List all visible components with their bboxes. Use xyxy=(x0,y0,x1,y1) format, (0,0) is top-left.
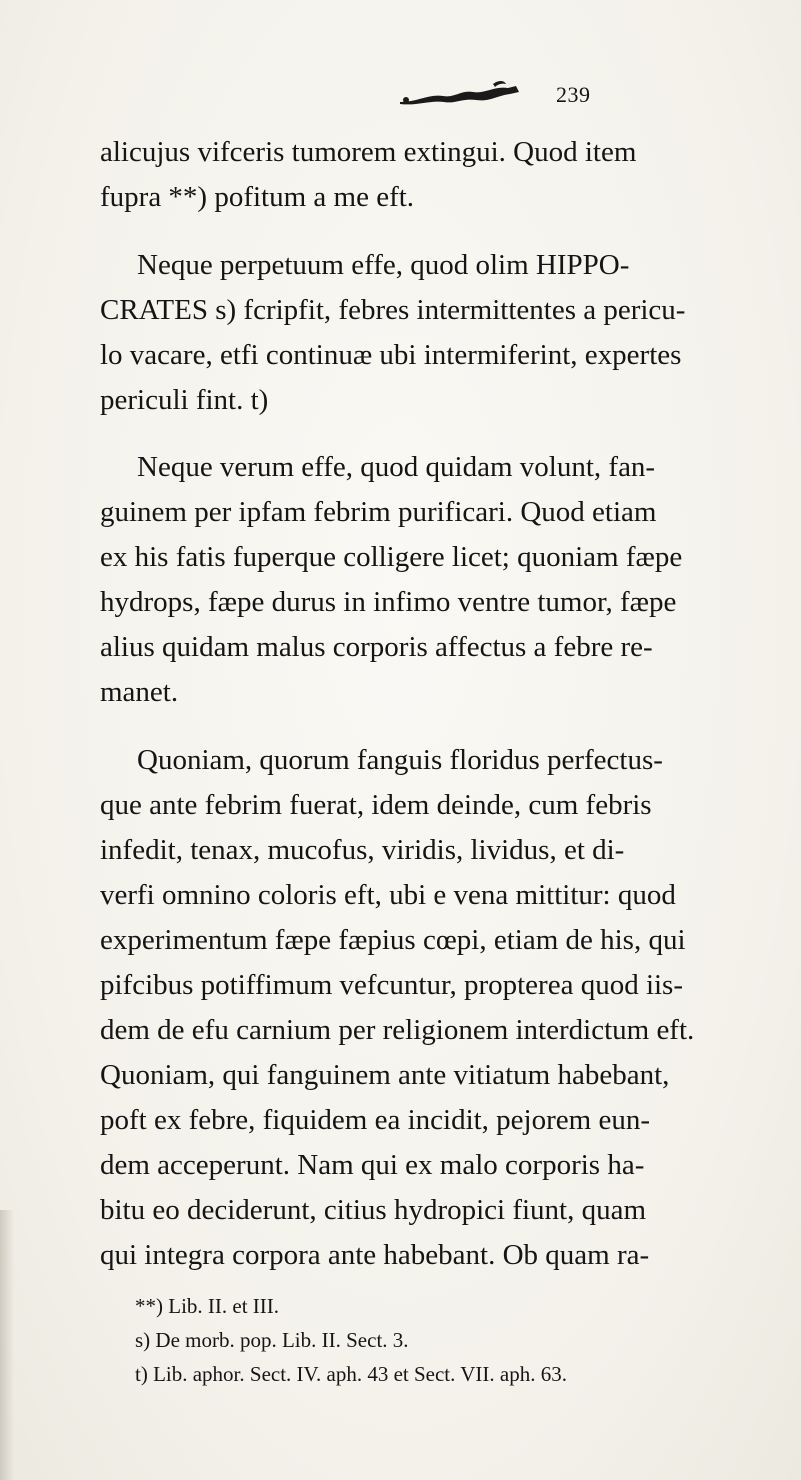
text-line: Neque perpetuum effe, quod olim HIPPO- xyxy=(137,249,630,281)
text-line: alicujus vifceris tumorem extingui. Quod item xyxy=(100,136,637,168)
text-line: dem acceperunt. Nam qui ex malo corporis ha- xyxy=(100,1149,645,1181)
footnote: t) Lib. aphor. Sect. IV. aph. 43 et Sect. VII. aph. 63. xyxy=(135,1362,567,1386)
text-line: guinem per ipfam febrim purificari. Quod etiam xyxy=(100,496,657,528)
text-line: fupra **) pofitum a me eft. xyxy=(100,181,415,213)
text-line: alius quidam malus corporis affectus a febre re- xyxy=(100,631,653,663)
text-line: Quoniam, qui fanguinem ante vitiatum habebant, xyxy=(100,1059,670,1091)
text-line: bitu eo deciderunt, citius hydropici fiunt, quam xyxy=(100,1194,647,1226)
text-line: CRATES s) fcripfit, febres intermittentes a pericu- xyxy=(100,294,686,326)
text-line: que ante febrim fuerat, idem deinde, cum febris xyxy=(100,789,652,821)
text-line: infedit, tenax, mucofus, viridis, lividus, et di- xyxy=(100,834,625,866)
text-line: Quoniam, quorum fanguis floridus perfectus- xyxy=(137,744,663,776)
footnote: **) Lib. II. et III. xyxy=(135,1294,280,1318)
text-line: pifcibus potiffimum vefcuntur, propterea quod iis- xyxy=(100,969,684,1001)
fleuron-ornament-icon xyxy=(398,80,523,108)
text-line: qui integra corpora ante habebant. Ob quam ra- xyxy=(100,1239,650,1271)
text-line: experimentum fæpe fæpius cœpi, etiam de his, qui xyxy=(100,924,686,956)
footnote: s) De morb. pop. Lib. II. Sect. 3. xyxy=(135,1328,409,1352)
text-line: Neque verum effe, quod quidam volunt, fan- xyxy=(137,451,656,483)
text-line: hydrops, fæpe durus in infimo ventre tumor, fæpe xyxy=(100,586,677,618)
page-number: 239 xyxy=(556,82,591,107)
text-line: poft ex febre, fiquidem ea incidit, pejorem eun- xyxy=(100,1104,650,1136)
text-line: verfi omnino coloris eft, ubi e vena mittitur: quod xyxy=(100,879,676,911)
text-line: ex his fatis fuperque colligere licet; quoniam fæpe xyxy=(100,541,683,573)
text-line: periculi fint. t) xyxy=(100,384,269,416)
text-line: manet. xyxy=(100,676,179,708)
page-edge-shadow xyxy=(0,1210,14,1480)
text-line: dem de efu carnium per religionem interdictum eft. xyxy=(100,1014,695,1046)
text-line: lo vacare, etfi continuæ ubi intermiferint, expertes xyxy=(100,339,682,371)
